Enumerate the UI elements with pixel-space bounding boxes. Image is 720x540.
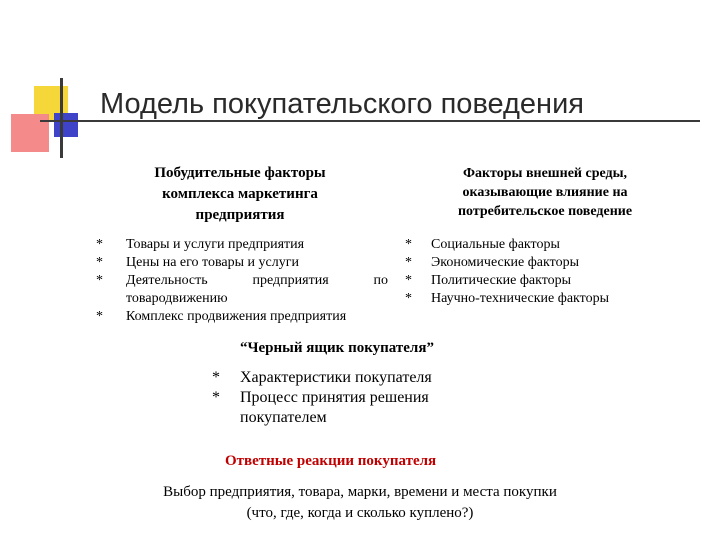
list-item	[96, 236, 388, 254]
list-item-text: Цены на его товары и услуги	[126, 255, 299, 270]
list-item	[96, 308, 388, 326]
bullet: *	[405, 237, 412, 252]
right-column-header	[430, 164, 660, 221]
right-header-line: оказывающие влияние на	[462, 185, 628, 200]
list-item	[405, 254, 665, 272]
list-item	[96, 254, 388, 272]
list-item	[212, 388, 512, 428]
list-item-text: Комплекс продвижения предприятия	[126, 309, 347, 324]
logo-blue-square	[54, 113, 78, 137]
logo-vertical-line	[60, 78, 63, 158]
list-item-text: Деятельность предприятия по	[126, 273, 388, 288]
marketing-factors-list	[96, 236, 388, 326]
list-item	[96, 272, 388, 308]
bullet: *	[405, 255, 412, 270]
slide-title: Модель покупательского поведения	[100, 88, 584, 120]
list-item-text: Научно-технические факторы	[431, 291, 610, 306]
bullet: *	[96, 309, 103, 324]
list-item-text-cont: покупателем	[240, 409, 327, 426]
right-header-line: Факторы внешней среды,	[462, 166, 628, 181]
bullet: *	[96, 273, 103, 288]
responses-title: Ответные реакции покупателя	[225, 453, 437, 469]
list-item-text-cont: товародвижению	[126, 291, 228, 306]
bullet: *	[96, 255, 103, 270]
left-header-line: предприятия	[195, 207, 285, 223]
list-item	[405, 290, 665, 308]
bullet: *	[405, 291, 412, 306]
left-header-line: комплекса маркетинга	[162, 186, 318, 202]
list-item-text: Социальные факторы	[431, 237, 560, 252]
responses-line: Выбор предприятия, товара, марки, времени и места покупки	[163, 484, 557, 500]
right-header-line: потребительское поведение	[457, 204, 633, 219]
list-item	[405, 272, 665, 290]
responses-text	[100, 482, 620, 524]
list-item	[405, 236, 665, 254]
list-item-text: Экономические факторы	[431, 255, 579, 270]
black-box-title: “Черный ящик покупателя”	[240, 340, 434, 356]
list-item-text: Характеристики покупателя	[240, 369, 432, 386]
list-item-text: Политические факторы	[431, 273, 572, 288]
list-item	[212, 368, 512, 388]
list-item-text: Товары и услуги предприятия	[126, 237, 305, 252]
bullet: *	[212, 389, 220, 406]
left-header-line: Побудительные факторы	[154, 165, 326, 181]
responses-line: (что, где, когда и сколько куплено?)	[246, 505, 474, 521]
bullet: *	[212, 369, 220, 386]
list-item-text: Процесс принятия решения	[240, 389, 429, 406]
black-box-list	[212, 368, 512, 428]
external-factors-list	[405, 236, 665, 308]
bullet: *	[96, 237, 103, 252]
left-column-header	[120, 163, 360, 226]
bullet: *	[405, 273, 412, 288]
